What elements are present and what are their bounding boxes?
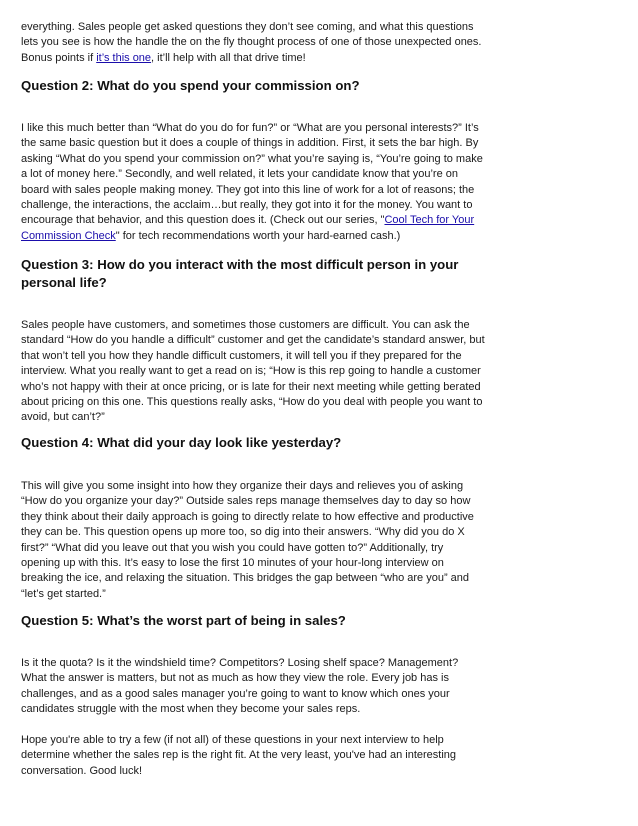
text-line <box>21 571 474 586</box>
text-segment: Bonus points if <box>21 51 97 64</box>
text-line <box>21 333 485 348</box>
intro-paragraph-end <box>21 20 481 66</box>
question-2-heading <box>21 77 360 95</box>
question-3-paragraph <box>21 318 485 426</box>
text-segment: Hope you're able to try a few (if not all) of these questions in your next interview to help <box>21 734 444 746</box>
text-segment: , it’ll help with all that drive time! <box>151 51 306 64</box>
text-segment: What the answer is matters, but not as much as how they view the role. Every job has is <box>21 672 449 685</box>
text-line <box>21 20 481 35</box>
text-line <box>21 198 483 213</box>
text-line <box>21 364 485 379</box>
text-segment: Question 4: What did your day look like yesterday? <box>21 435 342 450</box>
text-line <box>21 229 483 244</box>
text-segment: “let’s get started.” <box>21 587 106 600</box>
question-3-heading <box>21 256 458 292</box>
text-line <box>21 380 485 395</box>
text-line <box>21 167 483 182</box>
text-line <box>21 510 474 525</box>
text-line <box>21 136 483 151</box>
question-4-paragraph <box>21 479 474 602</box>
text-line <box>21 318 485 333</box>
text-line <box>21 51 481 66</box>
text-line <box>21 349 485 364</box>
text-segment: encourage that behavior, and this question does it. (Check out our series, " <box>21 214 385 227</box>
text-segment: lets you see is how the handle the on the fly thought process of one of those unexpected ones. <box>21 36 482 49</box>
heading-line <box>21 77 360 95</box>
heading-line <box>21 612 346 630</box>
closing-paragraph <box>21 733 456 779</box>
text-line <box>21 556 474 571</box>
text-segment: board with sales people making money. They got into this line of work for a lot of reasons; the <box>21 183 475 196</box>
text-segment: Question 3: How do you interact with the most difficult person in your <box>21 257 459 272</box>
text-line <box>21 733 456 748</box>
text-segment: Question 2: What do you spend your commission on? <box>21 78 360 93</box>
text-segment: first?” “What did you leave out that you wish you could have gotten to?” Additionally, try <box>21 541 444 554</box>
text-segment: avoid, but can’t?” <box>21 411 105 424</box>
text-line <box>21 541 474 556</box>
text-line <box>21 656 458 671</box>
text-line <box>21 748 456 763</box>
question-5-paragraph <box>21 656 458 718</box>
text-line <box>21 702 458 717</box>
question-4-heading <box>21 434 341 452</box>
text-segment: This will give you some insight into how they organize their days and relieves you of asking <box>21 480 464 492</box>
inline-link[interactable]: it’s this one <box>96 51 152 64</box>
text-segment: Is it the quota? Is it the windshield time? Competitors? Losing shelf space? Management? <box>21 657 459 669</box>
text-segment: Sales people have customers, and sometimes those customers are difficult. You can ask the <box>21 319 470 331</box>
text-line <box>21 587 474 602</box>
heading-line <box>21 274 458 292</box>
heading-line <box>21 434 341 452</box>
text-line <box>21 525 474 540</box>
text-segment: that won’t tell you how they handle difficult customers, it will tell you if they prepared for the <box>21 349 462 362</box>
inline-link[interactable]: Commission Check <box>21 229 116 242</box>
text-segment: determine whether the sales rep is the right fit. At the very least, you've had an interesting <box>21 749 457 762</box>
text-segment: they can be. This question opens up more too, so dig into their answers. “Why did you do X <box>21 526 465 539</box>
text-segment: asking “What do you spend your commission on?” what you’re saying is, “You’re going to make <box>21 152 483 165</box>
text-line <box>21 671 458 686</box>
text-segment: breaking the ice, and relaxing the situation. This bridges the gap between “who are you” and <box>21 572 470 585</box>
question-5-heading <box>21 612 346 630</box>
text-segment: challenge, the interactions, the acclaim…but really, they got into it for the money. You want to <box>21 199 473 212</box>
text-segment: interview. What you really want to get a read on is; “How is this rep going to handle a customer <box>21 365 481 378</box>
text-segment: personal life? <box>21 275 107 290</box>
text-line <box>21 764 456 779</box>
text-segment: they think about their daily approach is going to directly relate to how effective and productive <box>21 510 474 523</box>
text-line <box>21 687 458 702</box>
text-segment: candidates struggle with the most when they become your sales reps. <box>21 703 361 716</box>
text-segment: the same basic question but it does a couple of things in addition. First, it sets the bar high. By <box>21 137 479 150</box>
text-line <box>21 395 485 410</box>
text-segment: standard “How do you handle a difficult” customer and get the candidate’s standard answer, but <box>21 334 485 347</box>
text-segment: a lot of money here.” Secondly, and well related, it lets your candidate know that you’re on <box>21 168 458 181</box>
text-segment: “How do you organize your day?” Outside sales reps manage themselves day to day so how <box>21 495 471 508</box>
inline-link[interactable]: Cool Tech for Your <box>384 214 475 227</box>
text-line <box>21 183 483 198</box>
text-line <box>21 35 481 50</box>
text-line <box>21 494 474 509</box>
text-line <box>21 121 483 136</box>
text-segment: opening up with this. It’s easy to lose the first 10 minutes of your hour-long interview on <box>21 557 444 570</box>
text-segment: I like this much better than “What do you do for fun?” or “What are you personal interests?” It’s <box>21 122 479 134</box>
text-segment: everything. Sales people get asked questions they don’t see coming, and what this questions <box>21 21 474 33</box>
text-line <box>21 152 483 167</box>
text-segment: about pricing on this one. This questions really asks, “How do you deal with people you want to <box>21 396 483 409</box>
text-line <box>21 213 483 228</box>
text-segment: who’s not happy with their at once pricing, or is late for their next meeting while getting berated <box>21 380 481 393</box>
text-line <box>21 479 474 494</box>
text-segment: Question 5: What’s the worst part of being in sales? <box>21 613 346 628</box>
text-segment: challenges, and as a good sales manager you’re going to want to know which ones your <box>21 687 450 700</box>
question-2-paragraph <box>21 121 483 244</box>
text-segment: conversation. Good luck! <box>21 764 143 777</box>
heading-line <box>21 256 458 274</box>
text-segment: " for tech recommendations worth your hard-earned cash.) <box>115 229 401 242</box>
text-line <box>21 410 485 425</box>
